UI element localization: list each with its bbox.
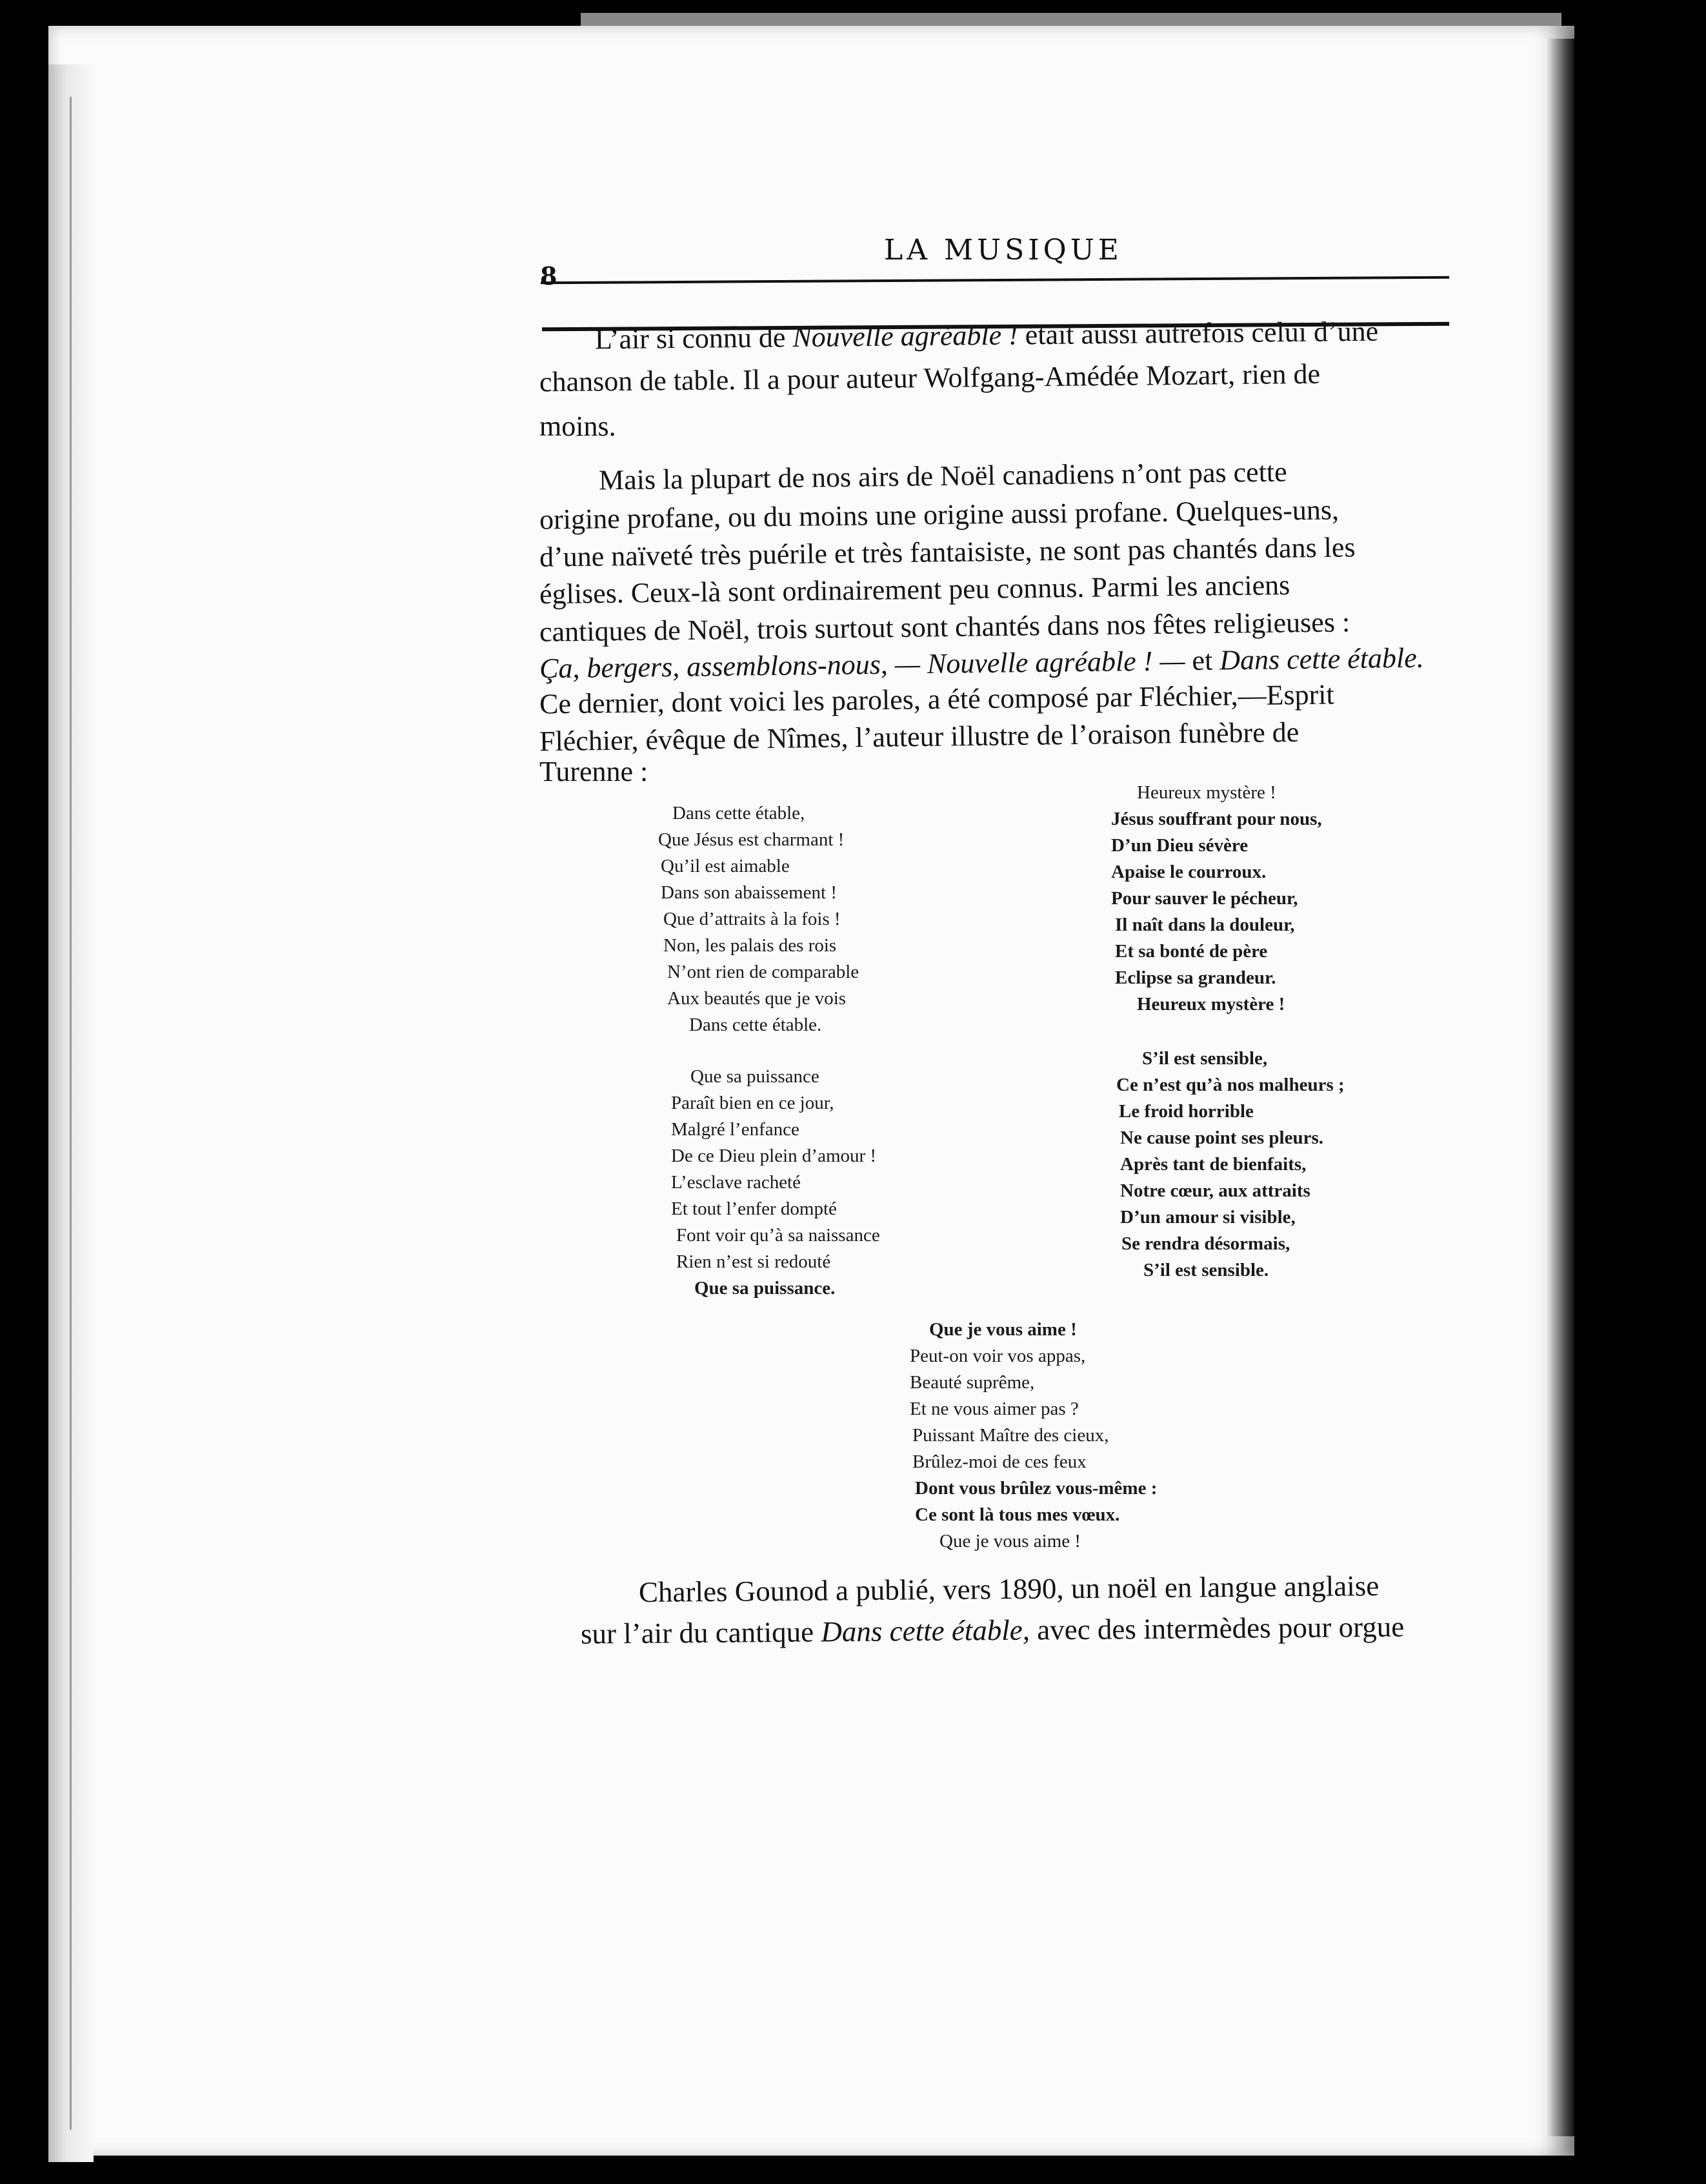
verse-line: S’il est sensible,: [1142, 1048, 1268, 1069]
stanza-left-1: [658, 800, 859, 1038]
verse-line: Paraît bien en ce jour,: [671, 1093, 834, 1113]
verse-line: Et sa bonté de père: [1115, 941, 1268, 962]
prose-line: églises. Ceux-là sont ordinairement peu connus. Parmi les anciens: [539, 569, 1290, 611]
page-edge-line: [70, 97, 72, 2130]
verse-line: Ce sont là tous mes vœux.: [915, 1504, 1120, 1525]
verse-line: Dont vous brûlez vous-même :: [915, 1478, 1158, 1499]
verse-line: Qu’il est aimable: [661, 856, 790, 876]
verse-line: Aux beautés que je vois: [667, 988, 847, 1009]
verse-line: Brûlez-moi de ces feux: [912, 1451, 1087, 1472]
prose-line: Fléchier, évêque de Nîmes, l’auteur illustre de l’oraison funèbre de: [539, 716, 1300, 758]
prose-line: Ça, bergers, assemblons-nous, — Nouvelle agréable ! — et Dans cette étable.: [539, 642, 1424, 685]
prose-line: Turenne :: [539, 756, 648, 787]
verse-line: D’un amour si visible,: [1120, 1207, 1296, 1228]
verse-line: Que sa puissance: [690, 1066, 819, 1087]
stanza-left-2: [671, 1064, 880, 1302]
verse-line: Que Jésus est charmant !: [658, 829, 845, 850]
verse-line: L’esclave racheté: [671, 1172, 801, 1193]
verse-line: Se rendra désormais,: [1121, 1233, 1290, 1254]
prose-line: Charles Gounod a publié, vers 1890, un noël en langue anglaise: [638, 1569, 1380, 1609]
prose-line: Mais la plupart de nos airs de Noël canadiens n’ont pas cette: [598, 456, 1287, 496]
gutter-shadow: [1545, 39, 1574, 2136]
verse-line: De ce Dieu plein d’amour !: [671, 1146, 877, 1166]
verse-line: Apaise le courroux.: [1111, 862, 1267, 882]
verse-line: Malgré l’enfance: [671, 1119, 799, 1140]
verse-line: Jésus souffrant pour nous,: [1111, 809, 1322, 829]
verse-line: Que sa puissance.: [694, 1278, 836, 1299]
verse-line: Ne cause point ses pleurs.: [1120, 1127, 1323, 1148]
prose-line: chanson de table. Il a pour auteur Wolfgang-Amédée Mozart, rien de: [539, 358, 1321, 398]
prose-line: L’air si connu de Nouvelle agréable ! était aussi autrefois celui d’une: [594, 315, 1379, 356]
verse-line: Que je vous aime !: [929, 1319, 1077, 1340]
running-title: LA MUSIQUE: [884, 234, 1123, 267]
verse-line: Peut-on voir vos appas,: [910, 1346, 1086, 1366]
verse-line: Font voir qu’à sa naissance: [676, 1225, 880, 1246]
scan-border-right: [1574, 0, 1706, 2184]
verse-line: Beauté suprême,: [910, 1372, 1035, 1393]
verse-line: Eclipse sa grandeur.: [1115, 967, 1276, 988]
verse-line: Il naît dans la douleur,: [1115, 915, 1295, 935]
prose-line: cantiques de Noël, trois surtout sont chantés dans nos fêtes religieuses :: [539, 606, 1350, 648]
prose-line: d’une naïveté très puérile et très fantaisiste, ne sont pas chantés dans les: [539, 531, 1356, 573]
verse-line: Après tant de bienfaits,: [1120, 1154, 1307, 1175]
verse-line: S’il est sensible.: [1143, 1260, 1269, 1280]
verse-line: Puissant Maître des cieux,: [912, 1425, 1109, 1446]
verse-line: Que je vous aime !: [939, 1531, 1081, 1552]
verse-line: Pour sauver le pécheur,: [1111, 888, 1298, 909]
verse-line: Non, les palais des rois: [663, 935, 837, 956]
prose-line: origine profane, ou du moins une origine aussi profane. Quelques-uns,: [539, 494, 1340, 536]
verse-line: Le froid horrible: [1119, 1101, 1254, 1122]
verse-line: Rien n’est si redouté: [676, 1251, 831, 1272]
stanza-right-2: [1116, 1046, 1345, 1284]
verse-line: Heureux mystère !: [1137, 782, 1276, 803]
stanza-center: [910, 1317, 1157, 1555]
verse-line: Notre cœur, aux attraits: [1120, 1180, 1310, 1201]
verse-line: Dans cette étable,: [672, 803, 805, 824]
verse-line: Dans cette étable.: [689, 1015, 822, 1035]
verse-line: Et ne vous aimer pas ?: [910, 1399, 1079, 1419]
stanza-right-1: [1111, 780, 1322, 1018]
verse-line: Dans son abaissement !: [661, 882, 838, 903]
verse-line: Et tout l’enfer dompté: [671, 1198, 837, 1219]
verse-line: D’un Dieu sévère: [1111, 835, 1249, 856]
page-number: 8: [540, 261, 557, 290]
verse-line: Que d’attraits à la fois !: [663, 909, 841, 929]
prose-line: moins.: [539, 410, 616, 442]
prose-line: sur l’air du cantique Dans cette étable, avec des intermèdes pour orgue: [580, 1610, 1405, 1650]
verse-line: N’ont rien de comparable: [667, 962, 859, 982]
verse-line: Heureux mystère !: [1137, 994, 1285, 1015]
prose-line: Ce dernier, dont voici les paroles, a été composé par Fléchier,—Esprit: [539, 678, 1335, 720]
verse-line: Ce n’est qu’à nos malheurs ;: [1116, 1075, 1345, 1095]
